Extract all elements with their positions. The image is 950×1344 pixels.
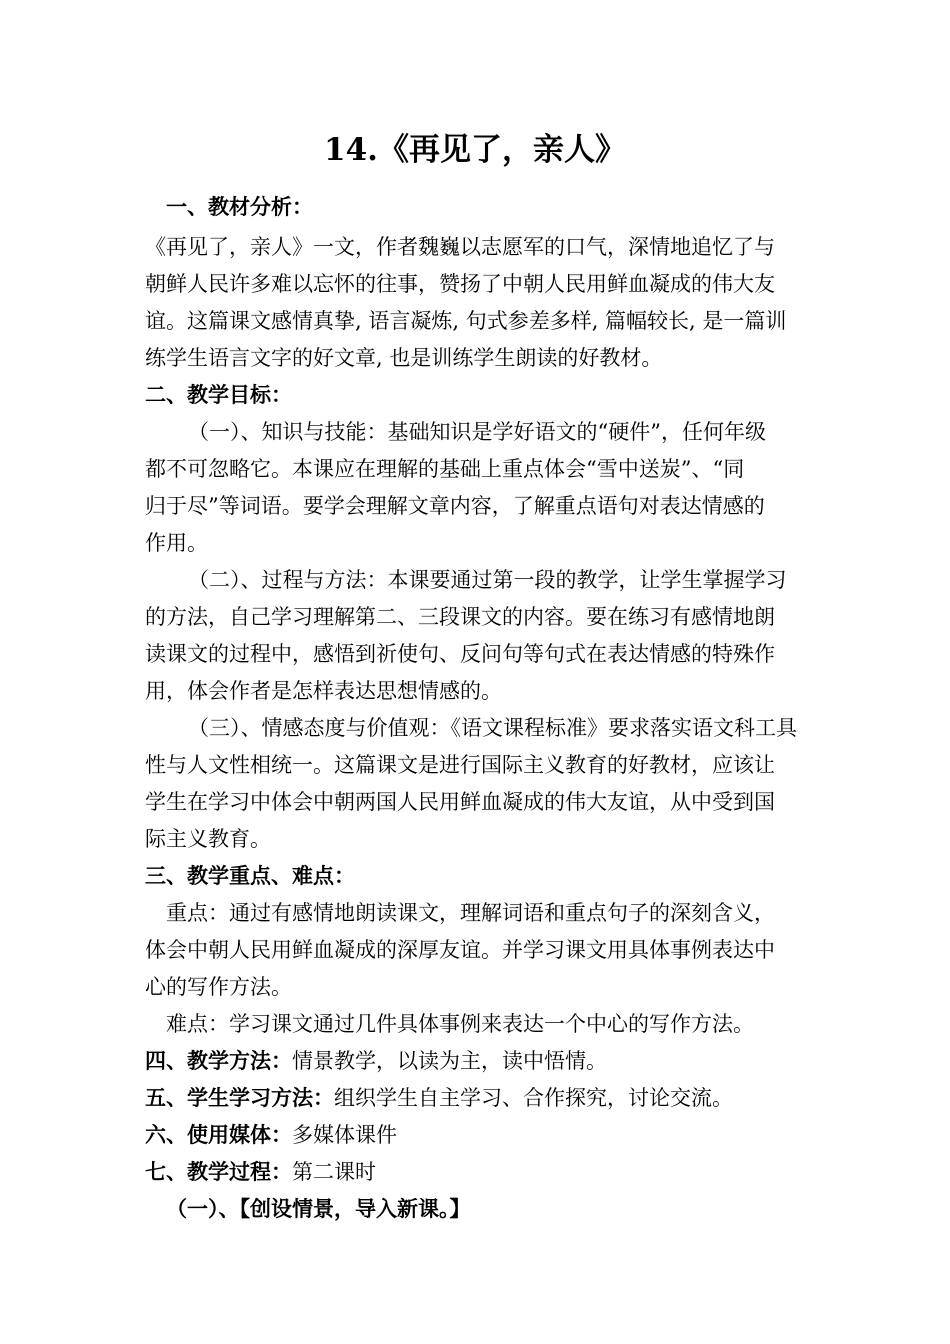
paragraph-line: 难点：学习课文通过几件具体事例来表达一个中心的写作方法。 bbox=[166, 1012, 754, 1036]
section-heading-media: 六、使用媒体： bbox=[145, 1122, 292, 1147]
section-teaching-process bbox=[145, 1157, 376, 1187]
paragraph-line: （一）、知识与技能：基础知识是学好语文的“硬件”，任何年级 bbox=[188, 420, 766, 444]
section-heading-learning-method: 五、学生学习方法： bbox=[145, 1085, 334, 1110]
section-text: 多媒体课件 bbox=[292, 1123, 397, 1147]
section-heading-key-points: 三、教学重点、难点： bbox=[145, 863, 355, 888]
subsection-heading: （一）、【创设情景，导入新课。】 bbox=[166, 1196, 471, 1221]
paragraph-line: 性与人文性相统一。这篇课文是进行国际主义教育的好教材，应该让 bbox=[145, 753, 775, 777]
document-title: 14.《再见了，亲人》 bbox=[324, 132, 626, 168]
section-text: 第二课时 bbox=[292, 1160, 376, 1184]
paragraph-line: 用，体会作者是怎样表达思想情感的。 bbox=[145, 679, 502, 703]
paragraph-line: 练学生语言文字的好文章, 也是训练学生朗读的好教材。 bbox=[145, 346, 663, 370]
paragraph-line: 归于尽”等词语。要学会理解文章内容，了解重点语句对表达情感的 bbox=[145, 494, 765, 518]
paragraph-line: 读课文的过程中，感悟到祈使句、反问句等句式在表达情感的特殊作 bbox=[145, 642, 775, 666]
paragraph-line: 《再见了，亲人》一文，作者魏巍以志愿军的口气，深情地追忆了与 bbox=[145, 235, 775, 259]
paragraph-line: （三）、情感态度与价值观：《语文课程标准》要求落实语文科工具 bbox=[188, 716, 797, 740]
paragraph-line: 朝鲜人民许多难以忘怀的往事，赞扬了中朝人民用鲜血凝成的伟大友 bbox=[145, 272, 775, 296]
section-heading-teaching-process: 七、教学过程： bbox=[145, 1159, 292, 1184]
paragraph-line: 的方法，自己学习理解第二、三段课文的内容。要在练习有感情地朗 bbox=[145, 605, 775, 629]
section-learning-method bbox=[145, 1083, 733, 1113]
paragraph-line: 作用。 bbox=[145, 531, 208, 555]
section-heading-teaching-method: 四、教学方法： bbox=[145, 1048, 292, 1073]
paragraph-line: （二）、过程与方法：本课要通过第一段的教学，让学生掌握学习 bbox=[188, 568, 787, 592]
paragraph-line: 谊。这篇课文感情真挚, 语言凝炼, 句式参差多样, 篇幅较长, 是一篇训 bbox=[145, 309, 787, 333]
section-text: 情景教学，以读为主，读中悟情。 bbox=[292, 1049, 607, 1073]
paragraph-line: 重点：通过有感情地朗读课文，理解词语和重点句子的深刻含义， bbox=[166, 901, 775, 925]
paragraph-line: 际主义教育。 bbox=[145, 827, 271, 851]
paragraph-line: 学生在学习中体会中朝两国人民用鲜血凝成的伟大友谊，从中受到国 bbox=[145, 790, 775, 814]
section-heading-textbook-analysis: 一、教材分析： bbox=[166, 194, 313, 219]
paragraph-line: 都不可忽略它。本课应在理解的基础上重点体会“雪中送炭”、“同 bbox=[145, 457, 745, 481]
paragraph-line: 体会中朝人民用鲜血凝成的深厚友谊。并学习课文用具体事例表达中 bbox=[145, 938, 775, 962]
section-text: 组织学生自主学习、合作探究，讨论交流。 bbox=[334, 1086, 733, 1110]
section-media bbox=[145, 1120, 397, 1150]
section-heading-teaching-goals: 二、教学目标： bbox=[145, 382, 292, 407]
section-teaching-method bbox=[145, 1046, 607, 1076]
paragraph-line: 心的写作方法。 bbox=[145, 975, 292, 999]
